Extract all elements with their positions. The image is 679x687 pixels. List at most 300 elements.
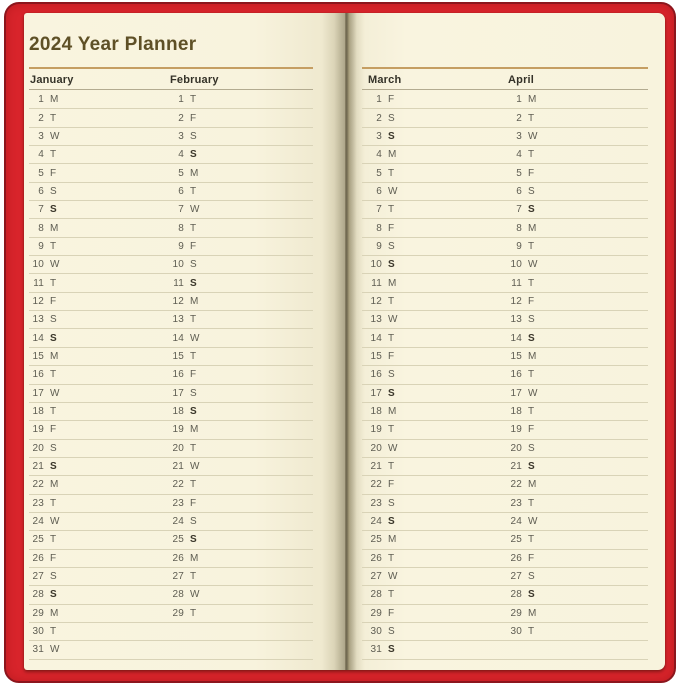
- day-number: 25: [172, 534, 184, 546]
- day-row: [362, 458, 648, 476]
- day-number: 3: [178, 130, 184, 142]
- day-row: [29, 476, 313, 494]
- day-letter: T: [50, 277, 57, 289]
- day-letter: F: [388, 607, 395, 619]
- month-header-april: April: [508, 74, 535, 86]
- day-letter: S: [190, 387, 197, 399]
- day-row: [29, 201, 313, 219]
- day-cell: [29, 479, 169, 490]
- gold-rule: [29, 67, 313, 69]
- day-letter: T: [190, 479, 197, 491]
- day-letter: S: [388, 112, 395, 124]
- day-cell: [29, 589, 169, 600]
- day-row: [29, 348, 313, 366]
- day-letter: W: [190, 204, 200, 216]
- day-letter: T: [50, 149, 57, 161]
- day-number: 10: [172, 259, 184, 271]
- day-row: [29, 128, 313, 146]
- day-letter: T: [388, 461, 395, 473]
- day-letter: W: [50, 644, 60, 656]
- day-letter: S: [388, 387, 395, 399]
- day-letter: S: [190, 406, 197, 418]
- day-number: 28: [32, 589, 44, 601]
- day-cell: [169, 241, 309, 252]
- day-cell: [29, 424, 169, 435]
- day-cell: [362, 333, 502, 344]
- day-cell: [29, 204, 169, 215]
- day-number: 3: [516, 130, 522, 142]
- day-letter: W: [190, 332, 200, 344]
- day-letter: T: [50, 626, 57, 638]
- day-letter: M: [528, 479, 537, 491]
- day-number: 4: [38, 149, 44, 161]
- day-number: 17: [510, 387, 522, 399]
- day-letter: W: [388, 442, 398, 454]
- day-cell: [169, 498, 309, 509]
- day-number: 15: [370, 350, 382, 362]
- day-cell: [29, 516, 169, 527]
- day-cell: [362, 461, 502, 472]
- day-letter: W: [190, 461, 200, 473]
- day-number: 19: [370, 424, 382, 436]
- day-letter: S: [50, 461, 57, 473]
- day-number: 1: [38, 94, 44, 106]
- day-letter: M: [528, 222, 537, 234]
- day-cell: [362, 186, 502, 197]
- day-cell: [362, 553, 502, 564]
- day-letter: W: [388, 314, 398, 326]
- day-cell: [362, 388, 502, 399]
- day-number: 11: [173, 277, 184, 289]
- day-letter: T: [388, 332, 395, 344]
- day-letter: M: [50, 607, 59, 619]
- day-letter: T: [528, 240, 535, 252]
- day-letter: M: [388, 277, 397, 289]
- day-letter: T: [388, 167, 395, 179]
- day-cell: [502, 223, 642, 234]
- day-row: [362, 623, 648, 641]
- day-cell: [169, 333, 309, 344]
- day-letter: T: [388, 295, 395, 307]
- planner-cover: [4, 2, 676, 683]
- day-cell: [29, 223, 169, 234]
- page-left-content: [29, 13, 313, 670]
- day-row: [362, 403, 648, 421]
- day-row: [362, 109, 648, 127]
- day-row: [362, 219, 648, 237]
- day-number: 29: [172, 607, 184, 619]
- day-letter: S: [190, 149, 197, 161]
- day-letter: S: [50, 571, 57, 583]
- day-letter: W: [50, 387, 60, 399]
- month-header-row: [362, 73, 648, 90]
- day-cell: [169, 534, 309, 545]
- day-cell: [502, 479, 642, 490]
- day-cell: [502, 333, 642, 344]
- day-number: 30: [32, 626, 44, 638]
- day-cell: [29, 333, 169, 344]
- day-number: 27: [32, 571, 44, 583]
- day-row: [29, 568, 313, 586]
- day-letter: T: [190, 94, 197, 106]
- day-row: [362, 605, 648, 623]
- day-number: 10: [32, 259, 44, 271]
- day-cell: [502, 626, 642, 637]
- day-row: [362, 128, 648, 146]
- day-number: 8: [38, 222, 44, 234]
- day-number: 7: [376, 204, 382, 216]
- day-row: [362, 183, 648, 201]
- day-number: 5: [376, 167, 382, 179]
- day-number: 17: [370, 387, 382, 399]
- day-cell: [29, 113, 169, 124]
- day-letter: S: [50, 314, 57, 326]
- day-number: 5: [516, 167, 522, 179]
- day-cell: [169, 278, 309, 289]
- day-number: 5: [178, 167, 184, 179]
- day-number: 20: [172, 442, 184, 454]
- day-row: [29, 458, 313, 476]
- day-number: 7: [516, 204, 522, 216]
- day-number: 1: [376, 94, 382, 106]
- day-number: 26: [510, 552, 522, 564]
- day-cell: [502, 571, 642, 582]
- day-cell: [502, 296, 642, 307]
- day-number: 9: [178, 240, 184, 252]
- day-cell: [29, 94, 169, 105]
- day-row: [362, 495, 648, 513]
- day-letter: F: [50, 167, 57, 179]
- day-letter: M: [528, 94, 537, 106]
- day-number: 24: [172, 516, 184, 528]
- day-letter: S: [388, 644, 395, 656]
- day-letter: S: [190, 277, 197, 289]
- day-cell: [362, 571, 502, 582]
- day-cell: [362, 516, 502, 527]
- day-cell: [29, 406, 169, 417]
- day-number: 10: [370, 259, 382, 271]
- day-letter: F: [388, 94, 395, 106]
- day-number: 1: [178, 94, 184, 106]
- day-number: 30: [510, 626, 522, 638]
- day-cell: [362, 131, 502, 142]
- day-cell: [502, 278, 642, 289]
- day-number: 12: [510, 295, 522, 307]
- day-cell: [362, 424, 502, 435]
- day-cell: [29, 241, 169, 252]
- day-cell: [169, 608, 309, 619]
- day-letter: S: [50, 332, 57, 344]
- day-cell: [502, 589, 642, 600]
- day-number: 20: [510, 442, 522, 454]
- day-letter: W: [528, 259, 538, 271]
- day-letter: W: [50, 130, 60, 142]
- day-letter: M: [388, 406, 397, 418]
- day-row: [29, 421, 313, 439]
- day-letter: M: [50, 94, 59, 106]
- day-number: 26: [32, 552, 44, 564]
- day-number: 31: [32, 644, 44, 656]
- day-number: 9: [38, 240, 44, 252]
- day-cell: [502, 498, 642, 509]
- day-cell: [502, 204, 642, 215]
- day-cell: [362, 241, 502, 252]
- day-letter: T: [388, 424, 395, 436]
- day-number: 3: [376, 130, 382, 142]
- day-number: 16: [32, 369, 44, 381]
- day-row: [29, 293, 313, 311]
- day-cell: [169, 314, 309, 325]
- day-cell: [362, 479, 502, 490]
- day-letter: F: [50, 424, 57, 436]
- day-letter: M: [50, 350, 59, 362]
- day-cell: [169, 406, 309, 417]
- day-row: [29, 495, 313, 513]
- day-row: [29, 91, 313, 109]
- day-letter: T: [528, 497, 535, 509]
- day-letter: T: [528, 626, 535, 638]
- day-cell: [502, 351, 642, 362]
- page-right-content: [362, 13, 648, 670]
- day-cell: [502, 516, 642, 527]
- day-letter: T: [388, 204, 395, 216]
- day-number: 15: [172, 350, 184, 362]
- day-number: 13: [172, 314, 184, 326]
- day-number: 22: [172, 479, 184, 491]
- day-cell: [169, 204, 309, 215]
- day-cell: [502, 186, 642, 197]
- day-letter: M: [528, 350, 537, 362]
- day-number: 6: [38, 185, 44, 197]
- day-cell: [362, 443, 502, 454]
- day-row: [29, 641, 313, 659]
- day-number: 14: [32, 332, 44, 344]
- open-pages: [24, 13, 665, 670]
- day-letter: T: [190, 185, 197, 197]
- day-cell: [362, 278, 502, 289]
- day-number: 9: [516, 240, 522, 252]
- day-row: [362, 201, 648, 219]
- day-number: 8: [376, 222, 382, 234]
- day-cell: [169, 259, 309, 270]
- day-row: [29, 403, 313, 421]
- day-letter: T: [50, 240, 57, 252]
- day-number: 25: [510, 534, 522, 546]
- day-number: 14: [172, 332, 184, 344]
- day-number: 8: [516, 222, 522, 234]
- day-cell: [29, 351, 169, 362]
- day-cell: [362, 589, 502, 600]
- day-number: 7: [38, 204, 44, 216]
- day-letter: T: [388, 552, 395, 564]
- day-cell: [29, 443, 169, 454]
- day-cell: [502, 388, 642, 399]
- day-number: 31: [370, 644, 382, 656]
- day-cell: [502, 443, 642, 454]
- day-cell: [169, 461, 309, 472]
- day-letter: S: [50, 589, 57, 601]
- day-cell: [502, 608, 642, 619]
- day-number: 5: [38, 167, 44, 179]
- day-row: [362, 586, 648, 604]
- day-cell: [502, 113, 642, 124]
- day-cell: [502, 168, 642, 179]
- day-letter: S: [528, 589, 535, 601]
- day-number: 10: [510, 259, 522, 271]
- day-number: 18: [370, 406, 382, 418]
- day-row: [362, 513, 648, 531]
- day-letter: F: [528, 424, 535, 436]
- day-number: 11: [511, 277, 522, 289]
- day-cell: [502, 553, 642, 564]
- day-letter: F: [190, 112, 197, 124]
- day-number: 27: [172, 571, 184, 583]
- day-number: 11: [371, 277, 382, 289]
- day-letter: T: [388, 589, 395, 601]
- day-cell: [362, 149, 502, 160]
- day-row: [362, 329, 648, 347]
- day-number: 16: [510, 369, 522, 381]
- day-cell: [29, 608, 169, 619]
- day-cell: [502, 94, 642, 105]
- day-cell: [502, 406, 642, 417]
- day-letter: T: [190, 350, 197, 362]
- day-cell: [169, 424, 309, 435]
- day-number: 12: [172, 295, 184, 307]
- day-number: 6: [516, 185, 522, 197]
- day-number: 15: [32, 350, 44, 362]
- day-row: [362, 91, 648, 109]
- day-cell: [169, 186, 309, 197]
- day-number: 16: [370, 369, 382, 381]
- day-letter: T: [50, 406, 57, 418]
- day-number: 3: [38, 130, 44, 142]
- day-cell: [29, 626, 169, 637]
- day-letter: M: [190, 424, 199, 436]
- day-row: [362, 568, 648, 586]
- day-cell: [29, 461, 169, 472]
- day-number: 23: [510, 497, 522, 509]
- day-cell: [169, 443, 309, 454]
- day-number: 20: [370, 442, 382, 454]
- day-cell: [169, 516, 309, 527]
- day-row: [29, 531, 313, 549]
- day-letter: W: [528, 387, 538, 399]
- day-number: 19: [510, 424, 522, 436]
- day-number: 29: [32, 607, 44, 619]
- day-number: 27: [510, 571, 522, 583]
- day-letter: M: [190, 295, 199, 307]
- day-row: [29, 109, 313, 127]
- day-number: 18: [510, 406, 522, 418]
- day-cell: [29, 534, 169, 545]
- day-row: [29, 440, 313, 458]
- day-grid-left: [29, 91, 313, 660]
- day-letter: T: [190, 607, 197, 619]
- day-number: 21: [510, 461, 522, 473]
- day-letter: W: [190, 589, 200, 601]
- day-row: [362, 146, 648, 164]
- day-number: 21: [32, 461, 44, 473]
- day-cell: [169, 149, 309, 160]
- day-letter: S: [528, 314, 535, 326]
- day-cell: [502, 314, 642, 325]
- day-cell: [362, 608, 502, 619]
- day-row: [362, 348, 648, 366]
- day-row: [362, 293, 648, 311]
- day-letter: T: [190, 571, 197, 583]
- day-cell: [169, 553, 309, 564]
- day-cell: [362, 296, 502, 307]
- day-number: 13: [370, 314, 382, 326]
- day-cell: [362, 498, 502, 509]
- day-letter: T: [50, 534, 57, 546]
- day-letter: W: [528, 130, 538, 142]
- day-number: 22: [32, 479, 44, 491]
- day-row: [29, 219, 313, 237]
- day-cell: [29, 369, 169, 380]
- day-letter: S: [50, 185, 57, 197]
- day-cell: [169, 168, 309, 179]
- day-letter: T: [50, 497, 57, 509]
- day-letter: T: [190, 222, 197, 234]
- day-row: [29, 164, 313, 182]
- day-row: [29, 274, 313, 292]
- day-number: 4: [376, 149, 382, 161]
- day-cell: [169, 479, 309, 490]
- month-header-february: February: [170, 74, 219, 86]
- day-cell: [502, 259, 642, 270]
- day-number: 28: [510, 589, 522, 601]
- day-letter: S: [190, 534, 197, 546]
- day-number: 14: [510, 332, 522, 344]
- day-letter: S: [528, 332, 535, 344]
- day-cell: [169, 589, 309, 600]
- day-letter: M: [190, 167, 199, 179]
- day-cell: [502, 369, 642, 380]
- day-grid-right: [362, 91, 648, 660]
- day-row: [362, 385, 648, 403]
- day-cell: [29, 498, 169, 509]
- day-number: 19: [172, 424, 184, 436]
- day-letter: T: [50, 369, 57, 381]
- day-letter: S: [388, 497, 395, 509]
- day-letter: W: [388, 185, 398, 197]
- day-letter: F: [388, 350, 395, 362]
- day-letter: T: [50, 112, 57, 124]
- day-letter: S: [388, 259, 395, 271]
- day-number: 23: [32, 497, 44, 509]
- day-cell: [29, 259, 169, 270]
- day-cell: [502, 131, 642, 142]
- day-number: 2: [178, 112, 184, 124]
- day-number: 13: [510, 314, 522, 326]
- day-letter: W: [528, 516, 538, 528]
- day-row: [29, 605, 313, 623]
- day-letter: M: [50, 479, 59, 491]
- day-number: 18: [32, 406, 44, 418]
- day-number: 9: [376, 240, 382, 252]
- day-number: 13: [32, 314, 44, 326]
- day-number: 6: [178, 185, 184, 197]
- day-number: 30: [370, 626, 382, 638]
- day-row: [29, 385, 313, 403]
- day-row: [362, 311, 648, 329]
- day-cell: [169, 296, 309, 307]
- day-letter: S: [190, 516, 197, 528]
- day-letter: S: [50, 204, 57, 216]
- day-row: [29, 623, 313, 641]
